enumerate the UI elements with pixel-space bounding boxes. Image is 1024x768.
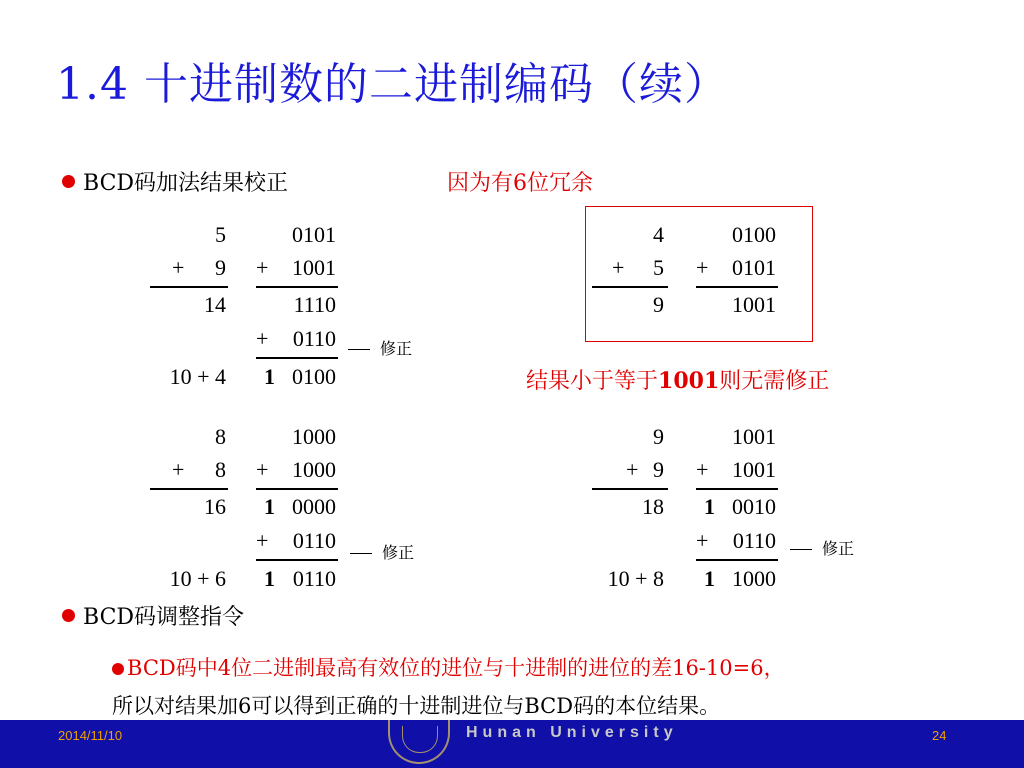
calc-operand-a: 9 (653, 424, 664, 449)
binary-result: 1000 (732, 566, 776, 591)
calc-operand-b: 9 (215, 255, 226, 280)
binary-sum-line (696, 286, 778, 288)
binary-sum: 1001 (732, 292, 776, 317)
bullet-bcd-adjust (62, 600, 244, 631)
binary-a: 0101 (292, 222, 336, 247)
binary-sum-line (256, 488, 338, 490)
binary-a: 0100 (732, 222, 776, 247)
binary-correction: 0110 (292, 326, 336, 351)
plus-sign: + (612, 255, 625, 280)
calc-decimal-result: 10 + 8 (607, 566, 664, 591)
bullet-text: BCD码调整指令 (83, 605, 245, 630)
calc-sum: 18 (642, 494, 664, 519)
binary-a: 1001 (732, 424, 776, 449)
calc-decimal-result: 10 + 6 (169, 566, 226, 591)
binary-sum-line (256, 286, 338, 288)
sub-bullet-line-2: 所以对结果加6可以得到正确的十进制进位与BCD码的本位结果。 (112, 694, 721, 718)
binary-result: 0110 (292, 566, 336, 591)
binary-correction: 0110 (292, 528, 336, 553)
binary-result: 0100 (292, 364, 336, 389)
sum-line (150, 286, 228, 288)
binary-carry: 1 (704, 566, 715, 591)
correction-line (256, 357, 338, 359)
plus-sign: + (256, 457, 269, 482)
correction-label: 修正 (350, 540, 414, 563)
bullet-dot-icon (62, 609, 75, 622)
binary-sum-carry: 1 (264, 494, 275, 519)
sum-line (150, 488, 228, 490)
calc-operand-b: 8 (215, 457, 226, 482)
bullet-text: BCD码加法结果校正 (83, 171, 289, 196)
bullet-dot-icon (62, 175, 75, 188)
slide-title: 1.4 十进制数的二进制编码（续） (56, 59, 729, 110)
dash-icon (348, 349, 370, 351)
sum-line (592, 286, 668, 288)
plus-sign: + (696, 528, 709, 553)
binary-carry: 1 (264, 566, 275, 591)
footer-bar (0, 720, 1024, 768)
plus-sign: + (256, 326, 269, 351)
footer-date: 2014/11/10 (58, 728, 123, 743)
dash-icon (350, 553, 372, 555)
binary-sum: 0000 (292, 494, 336, 519)
bullet-bcd-addition (62, 166, 288, 197)
binary-a: 1000 (292, 424, 336, 449)
correction-line (696, 559, 778, 561)
sub-bullet-dot-icon (112, 663, 124, 675)
correction-line (256, 559, 338, 561)
dash-icon (790, 549, 812, 551)
calc-sum: 16 (204, 494, 226, 519)
plus-sign: + (696, 457, 709, 482)
sub-bullet-line-1: BCD码中4位二进制最高有效位的进位与十进制的进位的差16-10=6， (112, 652, 785, 682)
binary-sum-line (696, 488, 778, 490)
calc-operand-a: 8 (215, 424, 226, 449)
correction-label: 修正 (790, 536, 854, 559)
binary-b: 1001 (732, 457, 776, 482)
sum-line (592, 488, 668, 490)
binary-b: 1001 (292, 255, 336, 280)
binary-sum: 1110 (293, 292, 336, 317)
binary-sum: 0010 (732, 494, 776, 519)
binary-carry: 1 (264, 364, 275, 389)
plus-sign: + (696, 255, 709, 280)
calc-operand-b: 5 (653, 255, 664, 280)
page-number: 24 (932, 728, 947, 743)
binary-correction: 0110 (732, 528, 776, 553)
calc-decimal-result: 10 + 4 (169, 364, 226, 389)
no-correction-note: 结果小于等于1001则无需修正 (526, 368, 830, 394)
plus-sign: + (172, 457, 185, 482)
plus-sign: + (256, 528, 269, 553)
calc-operand-a: 4 (653, 222, 664, 247)
binary-b: 0101 (732, 255, 776, 280)
calc-sum: 9 (653, 292, 664, 317)
plus-sign: + (172, 255, 185, 280)
university-seal-icon (388, 720, 450, 764)
redundancy-note: 因为有6位冗余 (447, 171, 593, 196)
calc-operand-b: 9 (653, 457, 664, 482)
calc-operand-a: 5 (215, 222, 226, 247)
binary-sum-carry: 1 (704, 494, 715, 519)
plus-sign: + (626, 457, 639, 482)
correction-label: 修正 (348, 336, 412, 359)
binary-b: 1000 (292, 457, 336, 482)
footer-university: Hunan University (466, 724, 678, 741)
plus-sign: + (256, 255, 269, 280)
calc-sum: 14 (204, 292, 226, 317)
